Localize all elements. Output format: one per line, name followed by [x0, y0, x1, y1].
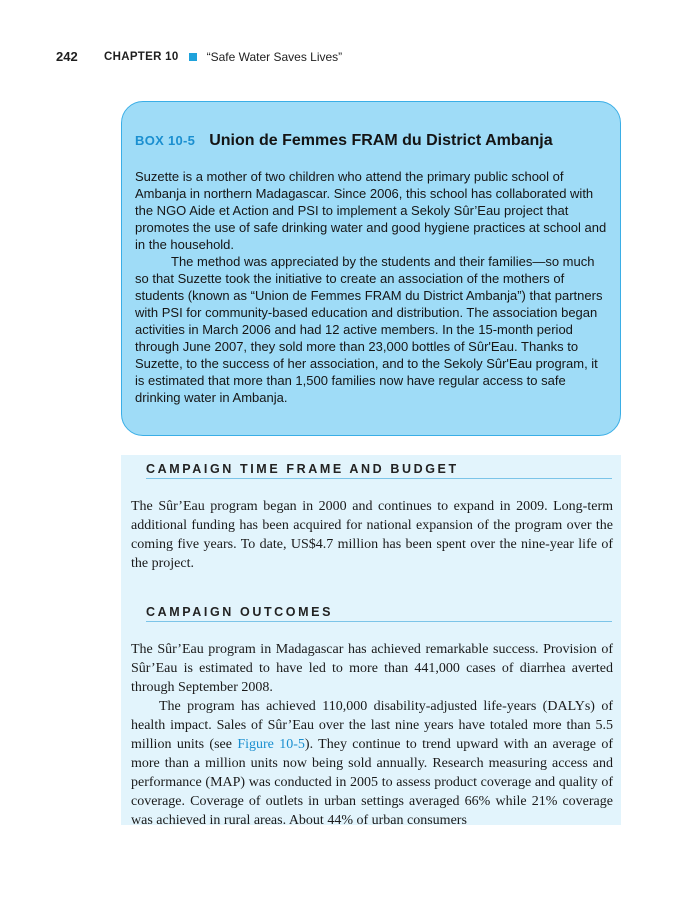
- box-paragraph: The method was appreciated by the students and their families—so much so that Suzette took the initiative to create an association of the mothers of students (known as “Union de Femmes FRAM du District Ambanja”) that partners with PSI for community-based education and distribution. The association began activities in March 2006 and had 12 active members. In the 15-month period through June 2007, they sold more than 23,000 bottles of Sûr'Eau. Thanks to Suzette, to the success of her association, and to the Sekoly Sûr'Eau program, it is estimated that more than 1,500 families now have regular access to safe drinking water in Ambanja.: [135, 254, 603, 405]
- box-paragraph: Suzette is a mother of two children who attend the primary public school of Ambanja in northern Madagascar. Since 2006, this school has collaborated with the NGO Aide et Action and PSI to implement a Sekoly Sûr’Eau project that promotes the use of safe drinking water and good hygiene practices at school and in the household.: [135, 169, 607, 252]
- section-body-timeframe: [131, 497, 613, 573]
- body-paragraph: [131, 697, 613, 830]
- sidebar-box: [121, 101, 621, 436]
- figure-link[interactable]: Figure 10-5: [237, 737, 305, 752]
- box-title: Union de Femmes FRAM du District Ambanja: [209, 132, 553, 149]
- paragraph-text: ). They continue to trend upward with an average of more than a million units now being sold annually. Research measuring access and performance (MAP) was conducted in 2005 to assess product coverage and quality of coverage. Coverage of outlets in urban settings averaged 66% while 21% coverage was achieved in rural areas. About 44% of urban consumers: [131, 737, 614, 828]
- chapter-title: “Safe Water Saves Lives”: [206, 49, 343, 64]
- section-heading-timeframe: CAMPAIGN TIME FRAME AND BUDGET: [146, 462, 612, 479]
- chapter-label: CHAPTER 10: [104, 50, 179, 63]
- section-heading-outcomes: CAMPAIGN OUTCOMES: [146, 605, 612, 622]
- paragraph-text: The program has achieved 110,000 disability-adjusted life-years (DALYs) of health impact. Sales of Sûr’Eau over the last nine years have totaled more than 5.5 million units (see: [131, 699, 613, 752]
- box-body: [135, 168, 609, 406]
- running-head: [56, 49, 342, 64]
- section-body-outcomes: [131, 640, 613, 830]
- page-number: 242: [56, 49, 78, 64]
- body-paragraph: The Sûr’Eau program in Madagascar has achieved remarkable success. Provision of Sûr’Eau is estimated to have led to more than 441,000 cases of diarrhea averted through September 2008.: [131, 642, 613, 695]
- box-label: BOX 10-5: [135, 133, 196, 148]
- square-bullet-icon: [189, 53, 197, 61]
- body-paragraph: The Sûr’Eau program began in 2000 and continues to expand in 2009. Long-term additional funding has been acquired for national expansion of the program over the coming five years. To date, US$4.7 million has been spent over the nine-year life of the project.: [131, 499, 613, 571]
- box-header: [135, 132, 553, 150]
